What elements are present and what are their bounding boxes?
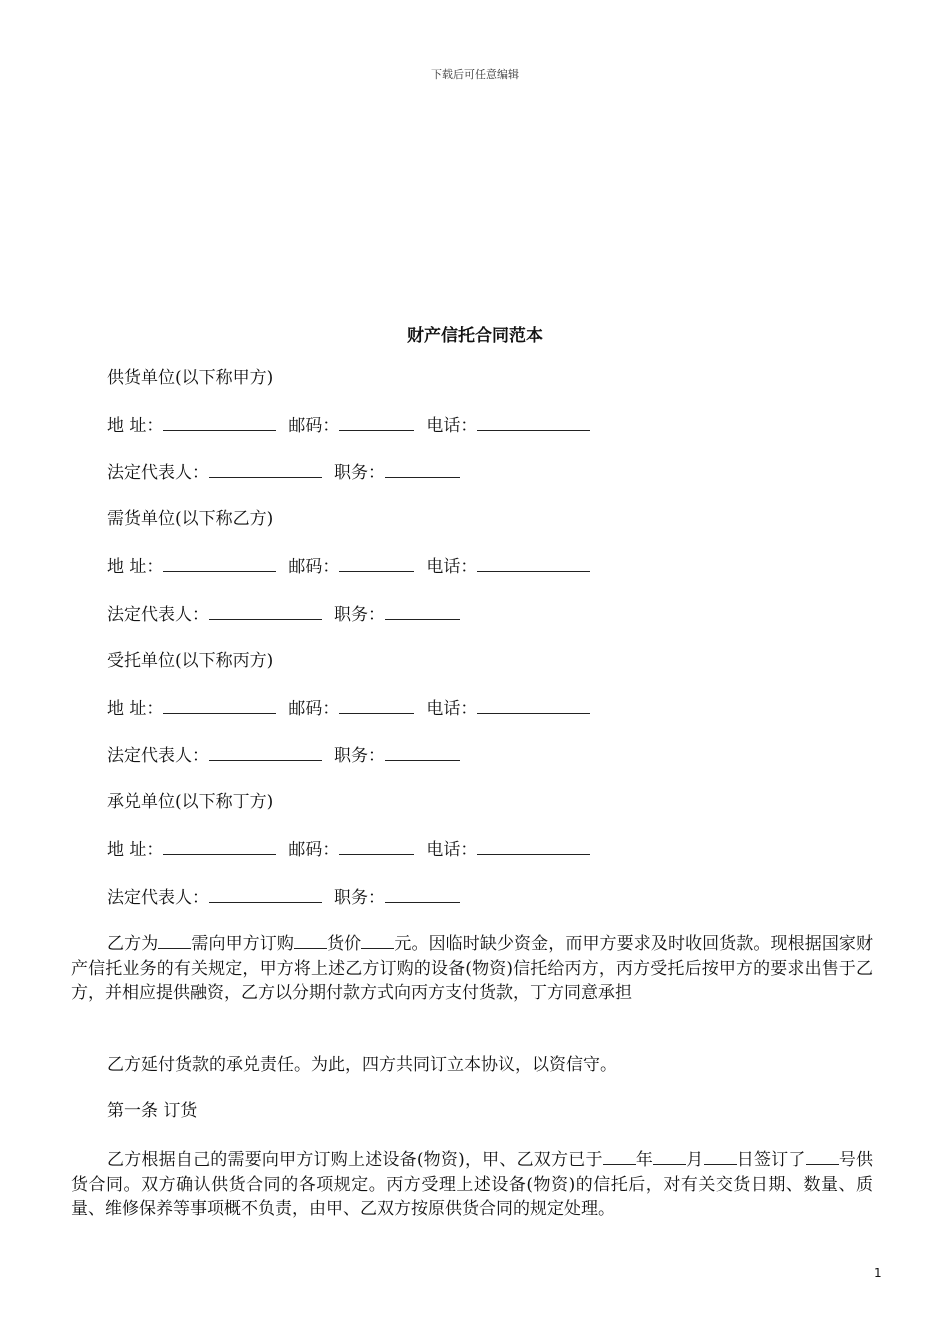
article-text: 日签订了 [736,1150,806,1170]
party-contact-line [107,414,590,437]
party-unit: 承兑单位(以下称丁方) [107,792,274,812]
phone-label: 电话： [426,840,478,860]
address-blank[interactable] [163,697,276,714]
blank-field[interactable] [158,932,191,949]
party-unit: 供货单位(以下称甲方) [107,368,274,388]
phone-blank[interactable] [477,414,590,431]
article-heading: 第一条 订货 [107,1101,198,1121]
position-label: 职务： [334,746,385,766]
party-rep-line [107,461,460,484]
rep-label: 法定代表人： [107,888,209,908]
position-label: 职务： [334,463,385,483]
position-label: 职务： [334,605,385,625]
intro-text: 货价 [326,934,362,954]
party-rep-line [107,744,460,767]
intro-text: 需向甲方订购 [191,934,294,954]
page-header: 下载后可任意编辑 [431,68,519,81]
blank-field[interactable] [294,932,327,949]
rep-blank[interactable] [209,886,322,903]
party-contact-line [107,838,590,861]
postcode-blank[interactable] [339,697,414,714]
intro-text: 乙方为 [107,934,159,954]
phone-label: 电话： [426,416,478,436]
position-blank[interactable] [385,744,460,761]
party-unit: 受托单位(以下称丙方) [107,651,274,671]
article-body [71,1148,873,1222]
postcode-blank[interactable] [339,838,414,855]
party-contact-line [107,697,590,720]
postcode-blank[interactable] [339,555,414,572]
postcode-label: 邮码： [288,840,340,860]
address-label: 地 址： [107,557,164,577]
rep-blank[interactable] [209,744,322,761]
address-blank[interactable] [163,414,276,431]
blank-field[interactable] [806,1148,839,1165]
position-blank[interactable] [385,461,460,478]
postcode-blank[interactable] [339,414,414,431]
article-text: 号供货合同。双方确认供货合同的各项规定。丙方受理上述设备(物资)的信托后，对有关交货日期、数量、质量、维修保养等事项概不负责，由甲、乙双方按原供货合同的规定处理。 [71,1150,874,1219]
address-blank[interactable] [163,555,276,572]
article-text: 月 [686,1150,704,1170]
page-number: 1 [874,1266,882,1280]
postcode-label: 邮码： [288,557,340,577]
postcode-label: 邮码： [288,416,340,436]
phone-blank[interactable] [477,555,590,572]
phone-label: 电话： [426,699,478,719]
position-blank[interactable] [385,603,460,620]
party-rep-line [107,886,460,909]
blank-field[interactable] [603,1148,636,1165]
address-label: 地 址： [107,840,164,860]
address-blank[interactable] [163,838,276,855]
party-rep-line [107,603,460,626]
document-title: 财产信托合同范本 [407,326,543,346]
rep-blank[interactable] [209,461,322,478]
phone-blank[interactable] [477,838,590,855]
address-label: 地 址： [107,416,164,436]
blank-field[interactable] [704,1148,737,1165]
intro-paragraph [71,932,873,1006]
party-contact-line [107,555,590,578]
position-label: 职务： [334,888,385,908]
rep-label: 法定代表人： [107,605,209,625]
article-text: 乙方根据自己的需要向甲方订购上述设备(物资)，甲、乙双方已于 [107,1150,603,1170]
intro-paragraph-2: 乙方延付货款的承兑责任。为此，四方共同订立本协议，以资信守。 [107,1055,617,1075]
rep-label: 法定代表人： [107,746,209,766]
blank-field[interactable] [653,1148,686,1165]
intro-text: 元。因临时缺少资金，而甲方要求及时收回货款。现根据国家财产信托业务的有关规定，甲方将上述乙方订购的设备(物资)信托给丙方，丙方受托后按甲方的要求出售于乙方，并相应提供融资，乙方以分期付款方式向丙方支付货款，丁方同意承担 [71,934,874,1003]
phone-blank[interactable] [477,697,590,714]
article-text: 年 [635,1150,654,1170]
address-label: 地 址： [107,699,164,719]
position-blank[interactable] [385,886,460,903]
rep-label: 法定代表人： [107,463,209,483]
party-unit: 需货单位(以下称乙方) [107,509,274,529]
postcode-label: 邮码： [288,699,340,719]
phone-label: 电话： [426,557,478,577]
blank-field[interactable] [361,932,394,949]
rep-blank[interactable] [209,603,322,620]
